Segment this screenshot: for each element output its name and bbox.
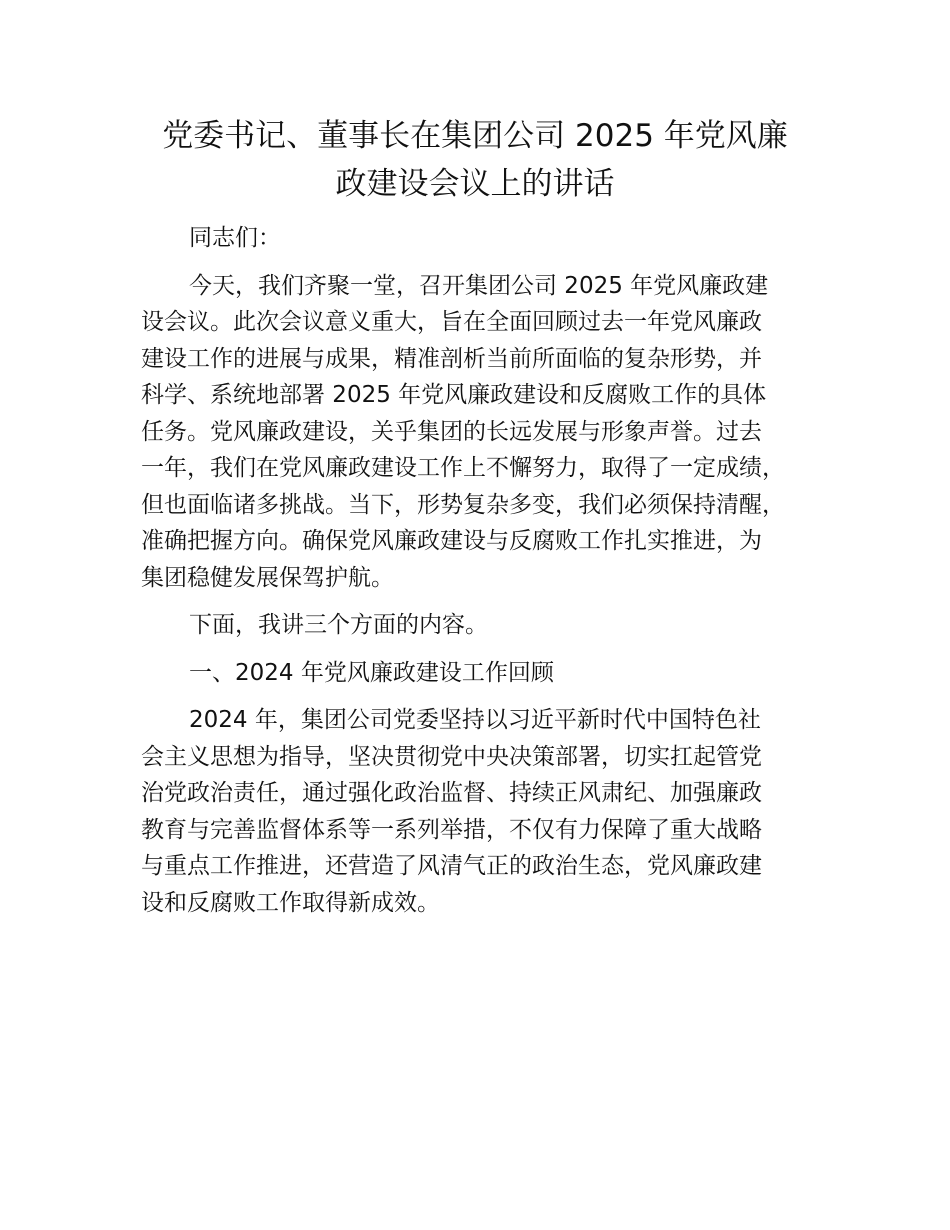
document-title (120, 112, 830, 208)
text-line: 任务。党风廉政建设，关乎集团的长远发展与形象声誉。过去 (141, 418, 762, 445)
text-line: 科学、系统地部署 2025 年党风廉政建设和反腐败工作的具体 (141, 382, 767, 408)
section-heading-text: 一、2024 年党风廉政建设工作回顾 (189, 659, 554, 686)
text-line: 会主义思想为指导，坚决贯彻党中央决策部署，切实扛起管党 (141, 743, 762, 770)
text-line: 集团稳健发展保驾护航。 (141, 564, 394, 591)
section-heading (141, 655, 841, 692)
text-line: 2024 年，集团公司党委坚持以习近平新时代中国特色社 (189, 707, 761, 733)
text-line: 但也面临诸多挑战。当下，形势复杂多变，我们必须保持清醒， (141, 491, 785, 518)
text-line: 下面，我讲三个方面的内容。 (189, 612, 488, 638)
text-line: 与重点工作推进，还营造了风清气正的政治生态，党风廉政建 (141, 853, 762, 879)
outline-intro-paragraph (141, 607, 841, 644)
text-line: 设和反腐败工作取得新成效。 (141, 889, 440, 916)
review-paragraph (141, 702, 841, 921)
title-line-2: 政建设会议上的讲话 (335, 166, 615, 202)
text-line: 治党政治责任，通过强化政治监督、持续正风肃纪、加强廉政 (141, 780, 762, 806)
text-line: 一年，我们在党风廉政建设工作上不懈努力，取得了一定成绩， (141, 455, 785, 481)
text-line: 建设工作的进展与成果，精准剖析当前所面临的复杂形势，并 (141, 345, 762, 372)
greeting-paragraph (141, 220, 841, 257)
greeting: 同志们： (189, 225, 281, 251)
text-line: 设会议。此次会议意义重大，旨在全面回顾过去一年党风廉政 (141, 309, 762, 335)
document-body (141, 220, 841, 932)
text-line: 今天，我们齐聚一堂，召开集团公司 2025 年党风廉政建 (189, 272, 769, 299)
title-line-1: 党委书记、董事长在集团公司 2025 年党风廉 (162, 118, 788, 154)
text-line: 教育与完善监督体系等一系列举措，不仅有力保障了重大战略 (141, 816, 762, 843)
text-line: 准确把握方向。确保党风廉政建设与反腐败工作扎实推进，为 (141, 528, 762, 554)
opening-paragraph (141, 268, 841, 597)
